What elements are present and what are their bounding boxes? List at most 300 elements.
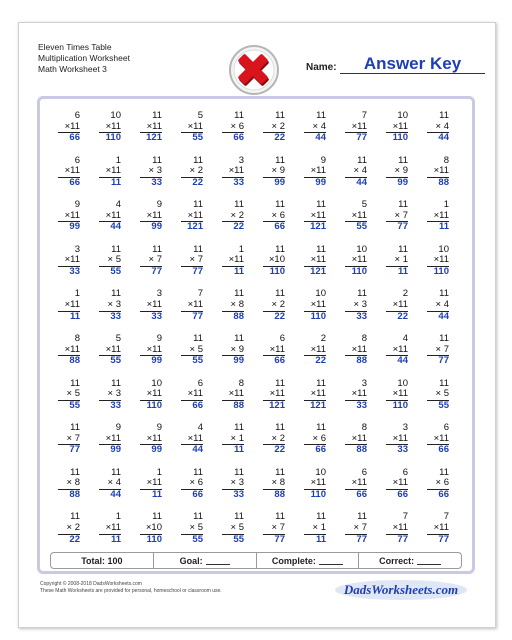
- problem-answer: 44: [397, 355, 408, 367]
- problem-multiplier: × 9: [222, 345, 244, 357]
- problem-multiplier: ×11: [386, 122, 408, 134]
- problem-answer: 99: [151, 444, 162, 456]
- problem-item: [380, 200, 421, 245]
- problem-item: [257, 289, 298, 334]
- problem-top: 1: [238, 243, 244, 255]
- correct-blank: [417, 556, 441, 565]
- problem-top: 11: [193, 154, 203, 166]
- problem-multiplier: ×11: [345, 211, 367, 223]
- problem-multiplier: × 7: [263, 523, 285, 535]
- problem-answer: 99: [151, 221, 162, 233]
- problem-item: [339, 200, 380, 245]
- problem-item: [298, 334, 339, 379]
- problem-answer: 66: [356, 488, 367, 500]
- problem-top: 1: [443, 199, 449, 211]
- problem-multiplier: ×11: [140, 122, 162, 134]
- problem-multiplier: ×11: [386, 478, 408, 490]
- problem-multiplier: × 3: [140, 166, 162, 178]
- problem-top: 11: [316, 243, 326, 255]
- problem-answer: 77: [356, 533, 367, 545]
- problem-item: [421, 200, 462, 245]
- problem-multiplier: ×11: [58, 255, 80, 267]
- problem-top: 9: [156, 422, 162, 434]
- problem-multiplier: ×11: [99, 211, 121, 223]
- problem-top: 6: [279, 332, 285, 344]
- problem-answer: 44: [315, 132, 326, 144]
- problem-item: [216, 111, 257, 156]
- problem-multiplier: ×11: [222, 389, 244, 401]
- problem-answer: 22: [274, 444, 285, 456]
- problem-top: 9: [156, 199, 162, 211]
- worksheet-number: Math Worksheet 3: [38, 64, 107, 74]
- problem-answer: 22: [397, 310, 408, 322]
- problem-item: [52, 289, 93, 334]
- problem-answer: 44: [438, 310, 449, 322]
- problem-top: 11: [439, 332, 449, 344]
- problem-answer: 22: [274, 132, 285, 144]
- problem-top: 11: [234, 332, 244, 344]
- problem-multiplier: × 5: [222, 523, 244, 535]
- problem-multiplier: × 7: [386, 211, 408, 223]
- problem-answer: 77: [192, 310, 203, 322]
- problem-multiplier: ×11: [304, 300, 326, 312]
- problem-multiplier: ×11: [181, 300, 203, 312]
- worksheet-subtitle: Multiplication Worksheet: [38, 53, 130, 63]
- problem-answer: 88: [356, 355, 367, 367]
- problem-answer: 77: [274, 533, 285, 545]
- problem-item: [339, 111, 380, 156]
- problem-answer: 121: [310, 221, 326, 233]
- problem-answer: 99: [110, 444, 121, 456]
- problem-item: [421, 468, 462, 513]
- problem-answer: 77: [356, 132, 367, 144]
- brand-text: DadsWorksheets.com: [343, 582, 459, 597]
- problem-multiplier: ×11: [345, 122, 367, 134]
- problem-item: [257, 200, 298, 245]
- problem-multiplier: × 5: [427, 389, 449, 401]
- problem-top: 7: [402, 511, 408, 523]
- problem-multiplier: × 6: [222, 122, 244, 134]
- problem-answer: 33: [110, 310, 121, 322]
- problem-multiplier: ×11: [222, 166, 244, 178]
- problem-item: [380, 156, 421, 201]
- problem-item: [93, 289, 134, 334]
- problem-item: [298, 245, 339, 290]
- red-x-icon: [228, 44, 280, 96]
- problem-item: [298, 156, 339, 201]
- problem-answer: 99: [274, 176, 285, 188]
- problem-item: [339, 289, 380, 334]
- problem-multiplier: × 4: [304, 122, 326, 134]
- problem-item: [216, 379, 257, 424]
- problem-item: [93, 423, 134, 468]
- problem-answer: 33: [110, 399, 121, 411]
- problem-answer: 77: [69, 444, 80, 456]
- problem-item: [93, 379, 134, 424]
- problem-answer: 11: [151, 488, 162, 500]
- problem-multiplier: × 7: [140, 255, 162, 267]
- problem-answer: 44: [438, 132, 449, 144]
- problem-top: 11: [234, 288, 244, 300]
- problem-multiplier: × 8: [263, 478, 285, 490]
- problem-multiplier: ×11: [140, 345, 162, 357]
- problem-multiplier: ×11: [58, 300, 80, 312]
- problem-item: [298, 289, 339, 334]
- problem-item: [298, 468, 339, 513]
- problem-answer: 66: [192, 488, 203, 500]
- problem-top: 1: [74, 288, 80, 300]
- problem-item: [175, 200, 216, 245]
- problem-top: 6: [361, 466, 367, 478]
- copyright-line: Copyright © 2008-2018 DadsWorksheets.com: [40, 581, 142, 587]
- problem-multiplier: ×11: [58, 166, 80, 178]
- problem-multiplier: ×11: [345, 345, 367, 357]
- problem-item: [380, 512, 421, 557]
- problem-item: [175, 289, 216, 334]
- problem-item: [216, 468, 257, 513]
- problem-item: [134, 423, 175, 468]
- problem-item: [93, 468, 134, 513]
- problem-top: 11: [275, 243, 285, 255]
- problem-item: [421, 156, 462, 201]
- problem-answer: 110: [392, 132, 408, 144]
- problem-top: 11: [111, 377, 121, 389]
- problem-answer: 110: [146, 399, 162, 411]
- problem-multiplier: ×11: [181, 122, 203, 134]
- problem-answer: 110: [310, 488, 326, 500]
- problem-top: 11: [316, 511, 326, 523]
- problem-top: 11: [357, 511, 367, 523]
- problem-answer: 22: [233, 221, 244, 233]
- problem-item: [257, 512, 298, 557]
- problem-answer: 33: [356, 399, 367, 411]
- problem-multiplier: × 1: [222, 434, 244, 446]
- complete-cell: [257, 553, 360, 568]
- problem-item: [134, 156, 175, 201]
- problem-top: 7: [443, 511, 449, 523]
- problem-answer: 77: [438, 355, 449, 367]
- problem-answer: 22: [192, 176, 203, 188]
- problem-top: 1: [115, 511, 121, 523]
- problem-item: [339, 245, 380, 290]
- problem-multiplier: ×10: [263, 255, 285, 267]
- problem-top: 11: [111, 288, 121, 300]
- problem-top: 8: [361, 422, 367, 434]
- problem-item: [52, 468, 93, 513]
- problem-answer: 55: [192, 533, 203, 545]
- problem-multiplier: × 6: [427, 478, 449, 490]
- problem-multiplier: ×11: [99, 345, 121, 357]
- problem-top: 8: [443, 154, 449, 166]
- problem-multiplier: ×11: [263, 389, 285, 401]
- problem-top: 11: [439, 377, 449, 389]
- problem-top: 11: [398, 154, 408, 166]
- problem-item: [216, 156, 257, 201]
- problem-answer: 99: [397, 176, 408, 188]
- problem-item: [134, 512, 175, 557]
- problem-top: 4: [115, 199, 121, 211]
- problem-item: [216, 423, 257, 468]
- problem-top: 3: [238, 154, 244, 166]
- problem-top: 7: [197, 288, 203, 300]
- problem-answer: 11: [438, 221, 449, 233]
- worksheet-title: Eleven Times Table: [38, 42, 112, 52]
- problem-top: 11: [152, 154, 162, 166]
- problem-multiplier: ×11: [304, 166, 326, 178]
- problem-item: [175, 468, 216, 513]
- problem-answer: 55: [69, 399, 80, 411]
- problem-top: 4: [197, 422, 203, 434]
- problem-top: 9: [74, 199, 80, 211]
- problem-answer: 11: [315, 533, 326, 545]
- problem-multiplier: ×11: [386, 300, 408, 312]
- problem-item: [257, 334, 298, 379]
- problem-multiplier: ×11: [386, 389, 408, 401]
- problem-top: 2: [402, 288, 408, 300]
- problem-item: [257, 156, 298, 201]
- problem-item: [93, 512, 134, 557]
- problem-top: 10: [315, 288, 326, 300]
- problem-top: 10: [315, 466, 326, 478]
- problem-top: 10: [438, 243, 449, 255]
- problem-answer: 22: [274, 310, 285, 322]
- problem-top: 8: [74, 332, 80, 344]
- problem-top: 3: [402, 422, 408, 434]
- problem-top: 1: [156, 466, 162, 478]
- problem-multiplier: ×11: [304, 255, 326, 267]
- problem-item: [216, 512, 257, 557]
- problem-multiplier: × 8: [58, 478, 80, 490]
- problem-top: 11: [70, 377, 80, 389]
- problem-answer: 88: [69, 355, 80, 367]
- problem-multiplier: ×11: [58, 122, 80, 134]
- problem-item: [93, 245, 134, 290]
- problem-top: 11: [275, 466, 285, 478]
- problem-top: 11: [316, 199, 326, 211]
- problem-multiplier: × 3: [99, 300, 121, 312]
- problem-answer: 11: [110, 176, 121, 188]
- problem-top: 11: [111, 466, 121, 478]
- problem-item: [257, 111, 298, 156]
- problem-answer: 110: [310, 310, 326, 322]
- problem-answer: 44: [356, 176, 367, 188]
- problem-top: 11: [234, 110, 244, 121]
- problem-top: 11: [316, 377, 326, 389]
- problem-answer: 33: [151, 310, 162, 322]
- problem-multiplier: ×11: [427, 434, 449, 446]
- problem-answer: 88: [274, 488, 285, 500]
- problem-top: 11: [234, 422, 244, 434]
- problem-answer: 110: [146, 533, 162, 545]
- problem-item: [52, 200, 93, 245]
- problem-multiplier: ×11: [427, 255, 449, 267]
- problem-item: [380, 423, 421, 468]
- problem-answer: 99: [315, 176, 326, 188]
- problem-answer: 88: [233, 310, 244, 322]
- problem-item: [257, 379, 298, 424]
- problem-item: [298, 423, 339, 468]
- problem-answer: 110: [351, 265, 367, 277]
- problem-multiplier: ×11: [58, 211, 80, 223]
- problem-answer: 121: [269, 399, 285, 411]
- problem-top: 11: [152, 511, 162, 523]
- goal-label: Goal:: [179, 555, 203, 566]
- problems-grid: [52, 111, 462, 557]
- problem-multiplier: ×11: [304, 211, 326, 223]
- problem-top: 11: [193, 466, 203, 478]
- problem-item: [421, 289, 462, 334]
- problem-item: [421, 379, 462, 424]
- problem-item: [134, 245, 175, 290]
- problem-item: [134, 468, 175, 513]
- problem-multiplier: ×11: [427, 523, 449, 535]
- problem-top: 6: [443, 422, 449, 434]
- problem-top: 5: [115, 332, 121, 344]
- problem-answer: 11: [233, 265, 244, 277]
- problem-answer: 121: [146, 132, 162, 144]
- problem-top: 11: [275, 422, 285, 434]
- problem-top: 11: [152, 243, 162, 255]
- problem-top: 6: [197, 377, 203, 389]
- problem-top: 11: [111, 243, 121, 255]
- problem-multiplier: × 5: [181, 523, 203, 535]
- problem-top: 10: [151, 377, 162, 389]
- problem-multiplier: ×11: [140, 300, 162, 312]
- problem-top: 3: [74, 243, 80, 255]
- problem-item: [380, 245, 421, 290]
- problem-item: [298, 379, 339, 424]
- problem-answer: 22: [315, 355, 326, 367]
- problem-item: [52, 379, 93, 424]
- problem-item: [175, 111, 216, 156]
- complete-blank: [319, 556, 343, 565]
- complete-label: Complete:: [271, 555, 316, 566]
- problem-item: [421, 512, 462, 557]
- problem-item: [52, 245, 93, 290]
- problem-multiplier: × 5: [58, 389, 80, 401]
- problem-top: 5: [361, 199, 367, 211]
- problem-multiplier: × 2: [263, 122, 285, 134]
- problem-multiplier: ×11: [263, 345, 285, 357]
- problem-multiplier: × 9: [263, 166, 285, 178]
- problem-multiplier: ×11: [140, 434, 162, 446]
- problem-item: [93, 334, 134, 379]
- problem-top: 6: [74, 110, 80, 121]
- problem-item: [93, 200, 134, 245]
- problem-top: 11: [398, 243, 408, 255]
- problem-answer: 77: [397, 533, 408, 545]
- problem-top: 7: [361, 110, 367, 121]
- problem-answer: 55: [192, 355, 203, 367]
- problem-multiplier: ×11: [427, 211, 449, 223]
- problem-multiplier: × 6: [181, 478, 203, 490]
- problem-top: 3: [361, 377, 367, 389]
- problem-multiplier: × 4: [427, 300, 449, 312]
- problem-item: [134, 289, 175, 334]
- problem-multiplier: × 8: [222, 300, 244, 312]
- problem-answer: 88: [69, 488, 80, 500]
- problem-multiplier: ×10: [140, 523, 162, 535]
- problem-top: 10: [397, 377, 408, 389]
- problem-answer: 11: [397, 265, 408, 277]
- problem-answer: 66: [69, 176, 80, 188]
- problem-answer: 99: [233, 355, 244, 367]
- correct-label: Correct:: [379, 555, 415, 566]
- problem-top: 11: [439, 110, 449, 121]
- problem-top: 11: [193, 332, 203, 344]
- problem-top: 11: [398, 199, 408, 211]
- problem-answer: 66: [192, 399, 203, 411]
- problem-item: [421, 334, 462, 379]
- problem-top: 10: [356, 243, 367, 255]
- problem-answer: 77: [192, 265, 203, 277]
- problem-multiplier: × 2: [263, 300, 285, 312]
- worksheet-header: [38, 42, 130, 75]
- problem-multiplier: × 5: [99, 255, 121, 267]
- problem-top: 11: [275, 154, 285, 166]
- usage-line: These Math Worksheets are provided for personal, homeschool or classroom use.: [40, 588, 222, 594]
- problem-top: 9: [156, 332, 162, 344]
- problem-item: [257, 468, 298, 513]
- problem-multiplier: ×11: [181, 211, 203, 223]
- correct-cell: [359, 553, 461, 568]
- problem-multiplier: × 4: [427, 122, 449, 134]
- problem-answer: 66: [438, 488, 449, 500]
- problem-multiplier: ×11: [99, 166, 121, 178]
- problem-top: 11: [234, 199, 244, 211]
- problem-top: 2: [320, 332, 326, 344]
- problem-item: [216, 334, 257, 379]
- problem-multiplier: × 7: [345, 523, 367, 535]
- problem-top: 11: [193, 199, 203, 211]
- problem-item: [93, 111, 134, 156]
- problem-multiplier: × 2: [222, 211, 244, 223]
- problem-multiplier: × 7: [181, 255, 203, 267]
- problem-top: 11: [357, 288, 367, 300]
- problem-multiplier: ×11: [140, 389, 162, 401]
- problem-multiplier: × 6: [263, 211, 285, 223]
- problem-answer: 121: [310, 265, 326, 277]
- problem-item: [298, 512, 339, 557]
- problem-multiplier: ×11: [99, 434, 121, 446]
- problem-item: [175, 512, 216, 557]
- problem-top: 11: [70, 466, 80, 478]
- problem-multiplier: ×11: [345, 389, 367, 401]
- problem-item: [298, 200, 339, 245]
- dadsworksheets-logo: [333, 576, 469, 602]
- problem-top: 9: [115, 422, 121, 434]
- problem-top: 11: [316, 110, 326, 121]
- problem-answer: 110: [105, 132, 121, 144]
- problem-multiplier: ×11: [304, 345, 326, 357]
- problem-answer: 33: [233, 488, 244, 500]
- problem-answer: 110: [269, 265, 285, 277]
- problem-item: [339, 334, 380, 379]
- problem-top: 11: [70, 422, 80, 434]
- problem-top: 6: [402, 466, 408, 478]
- problem-item: [421, 245, 462, 290]
- problem-multiplier: × 2: [263, 434, 285, 446]
- total-cell: [51, 553, 154, 568]
- problem-answer: 99: [69, 221, 80, 233]
- problem-multiplier: ×11: [222, 255, 244, 267]
- problem-answer: 11: [233, 444, 244, 456]
- problem-multiplier: × 7: [58, 434, 80, 446]
- problem-top: 11: [70, 511, 80, 523]
- problem-answer: 55: [110, 265, 121, 277]
- problem-top: 11: [275, 110, 285, 121]
- problem-item: [339, 512, 380, 557]
